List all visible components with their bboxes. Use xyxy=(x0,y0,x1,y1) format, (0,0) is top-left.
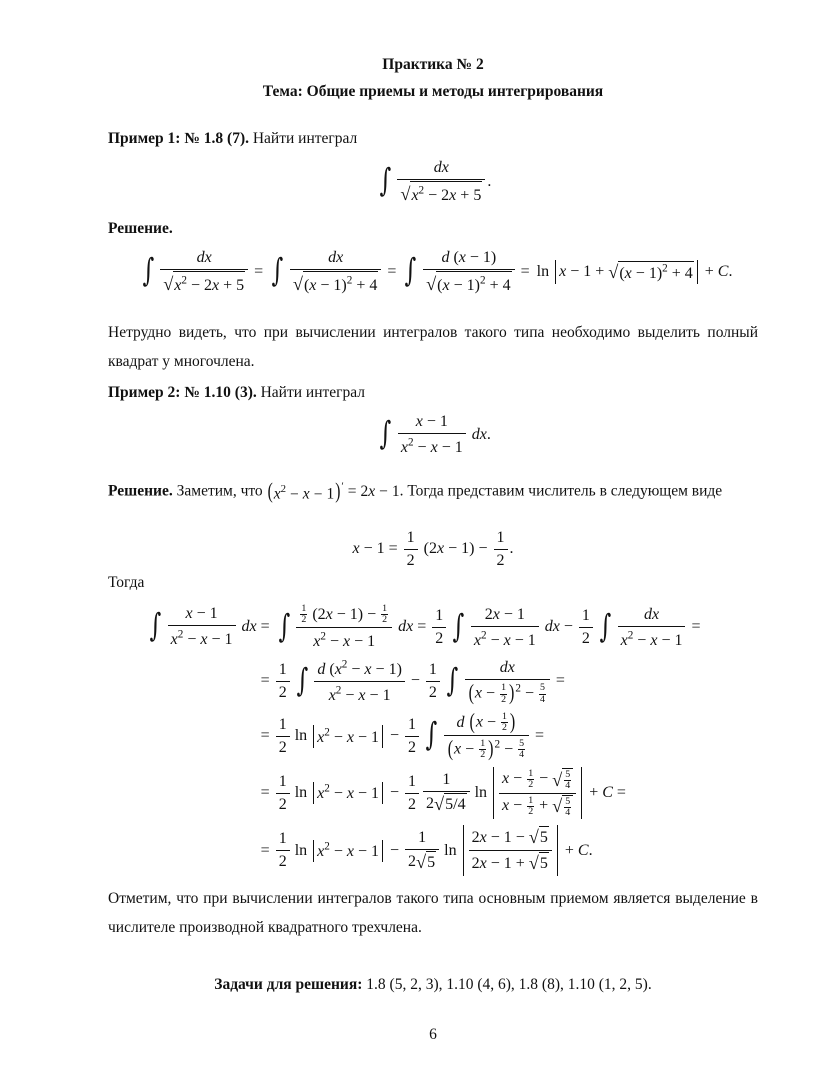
example1-label: Пример 1: № 1.8 (7). xyxy=(108,130,249,147)
derivation-line: = ∫ $\frac{1}{2}$ (2x − 1) − $\frac{1}{2}$ $x^2 - x - 1$ dx = $\frac{1}{2}$ ∫ $\frac{2x - 1}{x^2 - x - 1}$ dx − $\frac{1}{2}$ ∫ $\frac{dx}{x^2 - x - 1}$ = xyxy=(260,603,701,650)
tasks-label: Задачи для решения: xyxy=(214,976,363,993)
then-label: Тогда xyxy=(108,574,145,591)
example2-integral: ∫ $\frac{x - 1}{x^2 - x - 1}$ dx. xyxy=(379,413,491,456)
example2-remark: Отметим, что при вычислении интегралов такого типа основным приемом является выделение в числителе производной квадратного трехчлена. xyxy=(108,890,758,936)
example1-task: Найти интеграл xyxy=(248,130,358,147)
page-number: 6 xyxy=(429,1026,437,1043)
example2-solution-text: Решение. Заметим, что ( $x^2 - x - 1$ ) ′ = 2x − 1. Тогда представим числитель в следующем виде xyxy=(108,480,723,504)
example1-heading xyxy=(108,130,758,148)
derivation-line: = $\frac{1}{2}$ $\ln x^2 - x - 1$ − 1 2 √ 5 ln 2x − 1 − √ 5 2x − 1 + √ 5 + C. xyxy=(257,842,593,859)
derivative-formula: ( $x^2 - x - 1$ ) ′ = 2x − 1 xyxy=(267,480,400,504)
example2-label: Пример 2: № 1.10 (3). xyxy=(108,384,257,401)
example2-heading xyxy=(108,384,758,402)
derivation-line: = $\frac{1}{2}$ ∫ $\frac{d (x^2 - x - 1)}{x^2 - x - 1}$ − $\frac{1}{2}$ ∫ dx ( x − $\frac{1}{2}$ ) $^2$ − $\frac{5}{4}$ = xyxy=(260,658,565,706)
example1-solution: ∫ dx √ $x^2 - 2x + 5$ = ∫ dx √ $(x - 1)^2 + 4$ = ∫ d (x − 1) √ $(x - 1)^2 + 4$ = ln x − 1 + √ $(x - 1)^2 + 4$ + C. xyxy=(142,249,733,294)
derivation-line: = $\frac{1}{2}$ $\ln x^2 - x - 1$ − $\frac{1}{2}$ ∫ d ( x − $\frac{1}{2}$ ) ( x − $\frac{1}{2}$ ) $^2$ − $\frac{5}{4}$ = xyxy=(260,710,545,762)
example2-derivation: ∫ $\frac{x - 1}{x^2 - x - 1}$ dx = ∫ $\frac{1}{2}$ (2x − 1) − $\frac{1}{2}$ $x^2 - x - 1$ dx = $\frac{1}{2}$ ∫ $\frac{2x - 1}{x^2 - x - 1}$ dx − $\frac{1}{2}$ ∫ $\frac{dx}{x^2 - x - 1}$ = = $\frac{1}{2}$ ∫ $\frac{d (x^2 - x - 1)}{x^2 - x - 1}$ − $\frac{1}{2}$ ∫ dx ( x − $\frac{1}{2}$ ) $^2$ − $\frac{5}{4}$ = = $\frac{1}{2}$ $\ln x^2 - x - 1$ − $\frac{1}{2}$ ∫ d ( x − $\frac{1}{2}$ ) ( x − $\frac{1}{2}$ ) $^2$ − $\frac{5}{4}$ = = $\frac{1}{2}$ $\ln x^2 - x - 1$ − $\frac{1}{2}$ 1 2 √ 5/4 ln x − $\frac{1}{2}$ − √ $\frac{5}{4}$ x − $\frac{1}{2}$ + √ $\frac{5}{4}$ + C = = $\frac{1}{2}$ $\ln x^2 - x - 1$ − 1 2 √ 5 ln 2x − 1 − √ 5 2x − 1 + √ 5 + C. xyxy=(145,604,785,876)
example1-solution-label: Решение. xyxy=(108,220,173,237)
tasks-list: 1.8 (5, 2, 3), 1.10 (4, 6), 1.8 (8), 1.10 (1, 2, 5). xyxy=(362,976,652,993)
tasks-line xyxy=(108,976,758,994)
example1-integral: ∫ dx √ $x^2 - 2x + 5$ . xyxy=(379,159,492,204)
example2-task: Найти интеграл xyxy=(256,384,366,401)
numerator-form: x − 1 = $\frac{1}{2}$ (2x − 1) − $\frac{1}{2}$ . xyxy=(352,529,514,569)
page-subtitle: Тема: Общие приемы и методы интегрирования xyxy=(262,83,604,100)
derivation-line: = $\frac{1}{2}$ $\ln x^2 - x - 1$ − $\frac{1}{2}$ 1 2 √ 5/4 ln x − $\frac{1}{2}$ − √ $\frac{5}{4}$ x − $\frac{1}{2}$ + √ $\frac{5}{4}$ + C = xyxy=(260,767,626,818)
example1-remark: Нетрудно видеть, что при вычислении интегралов такого типа необходимо выделить полный квадрат у многочлена. xyxy=(108,324,758,370)
page-title: Практика № 2 xyxy=(382,56,484,73)
example2-solution-label: Решение. xyxy=(108,482,173,500)
